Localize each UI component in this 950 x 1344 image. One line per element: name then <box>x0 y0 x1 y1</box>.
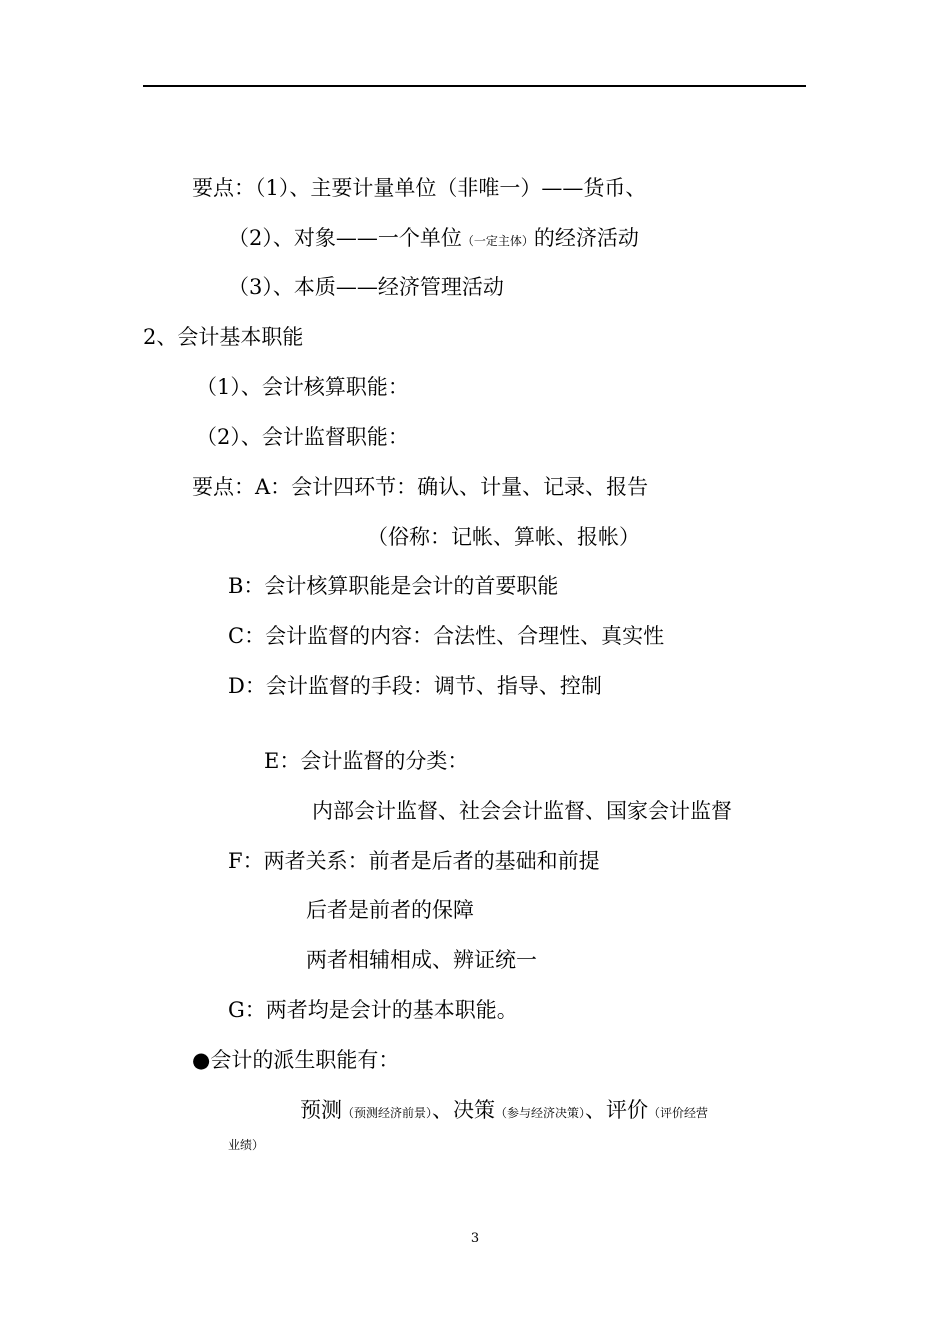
annotation-continuation: 业绩） <box>228 1138 265 1152</box>
annotation-text: （评价经营 <box>648 1106 709 1120</box>
text-line: D：会计监督的手段：调节、指导、控制 <box>228 674 602 698</box>
text-segment: 的经济活动 <box>533 226 639 250</box>
text-line: （2）、会计监督职能： <box>196 425 409 449</box>
text-line: C：会计监督的内容：合法性、合理性、真实性 <box>228 624 665 648</box>
text-line: （3）、本质——经济管理活动 <box>228 275 504 299</box>
text-line: 两者相辅相成、辨证统一 <box>306 948 537 972</box>
annotation-text: （预测经济前景） <box>342 1106 433 1120</box>
text-segment: （2）、对象——一个单位 <box>228 226 462 250</box>
term: 评价 <box>606 1098 649 1122</box>
section-heading: 2、会计基本职能 <box>143 325 304 349</box>
header-rule <box>143 85 806 87</box>
separator: 、 <box>432 1098 454 1122</box>
text-line: 内部会计监督、社会会计监督、国家会计监督 <box>312 799 732 823</box>
annotation-text: （一定主体） <box>461 234 534 248</box>
text-line: （俗称：记帐、算帐、报帐） <box>367 525 640 549</box>
text-line: E：会计监督的分类： <box>264 749 469 773</box>
text-line: ●会计的派生职能有： <box>192 1048 400 1072</box>
text-line <box>228 225 639 254</box>
term: 决策 <box>453 1098 496 1122</box>
term: 预测 <box>300 1098 342 1122</box>
text-line: G：两者均是会计的基本职能。 <box>228 998 518 1022</box>
derived-functions-line <box>300 1097 708 1126</box>
text-line: （1）、会计核算职能： <box>196 375 409 399</box>
separator: 、 <box>585 1098 607 1122</box>
annotation-text: （参与经济决策） <box>495 1106 586 1120</box>
text-line: F：两者关系：前者是后者的基础和前提 <box>228 849 600 873</box>
text-line: B：会计核算职能是会计的首要职能 <box>228 574 559 598</box>
page-number: 3 <box>470 1231 480 1246</box>
text-line: 要点：A：会计四环节：确认、计量、记录、报告 <box>192 475 649 499</box>
text-line: 要点：（1）、主要计量单位（非唯一）——货币、 <box>192 176 647 200</box>
text-line: 后者是前者的保障 <box>306 898 474 922</box>
